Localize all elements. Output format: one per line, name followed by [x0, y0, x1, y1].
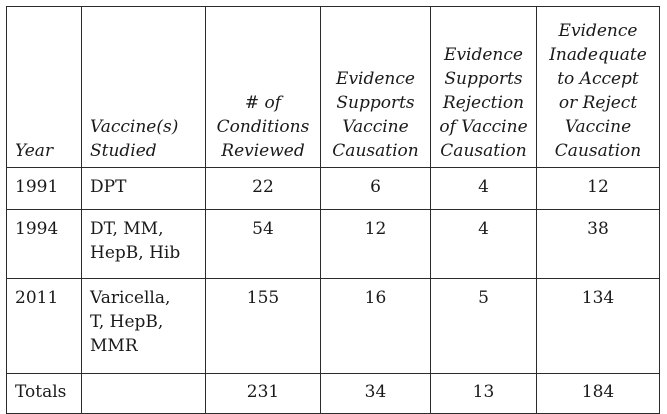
cell-inadequate: 134: [537, 279, 660, 374]
cell-vaccines-text: DPT: [90, 177, 127, 197]
cell-vaccines: [82, 210, 206, 279]
header-supports-causation: [321, 7, 431, 168]
table-row: [7, 168, 660, 210]
totals-conditions: 231: [206, 374, 321, 414]
header-conditions-reviewed: [206, 7, 321, 168]
header-vaccines-studied-text: Vaccine(s) Studied: [90, 117, 179, 161]
header-inadequate: [537, 7, 660, 168]
cell-supports-rejection: 4: [431, 210, 537, 279]
totals-vaccines-empty: [82, 374, 206, 414]
cell-year: 1991: [7, 168, 82, 210]
header-conditions-reviewed-text: # of Conditions Reviewed: [216, 93, 310, 161]
totals-supports-rejection: 13: [431, 374, 537, 414]
cell-vaccines-text: Varicella, T, HepB, MMR: [90, 288, 171, 356]
cell-supports-causation: 6: [321, 168, 431, 210]
totals-supports-causation: 34: [321, 374, 431, 414]
table-row: [7, 279, 660, 374]
cell-year: 2011: [7, 279, 82, 374]
totals-label: Totals: [7, 374, 82, 414]
cell-vaccines-text: DT, MM, HepB, Hib: [90, 219, 181, 263]
header-year: [7, 7, 82, 168]
header-row: [7, 7, 660, 168]
totals-inadequate: 184: [537, 374, 660, 414]
header-supports-rejection: [431, 7, 537, 168]
table-row: [7, 210, 660, 279]
header-year-text: Year: [15, 141, 54, 161]
cell-conditions: 54: [206, 210, 321, 279]
cell-supports-rejection: 4: [431, 168, 537, 210]
cell-conditions: 22: [206, 168, 321, 210]
header-inadequate-text: Evidence Inadequate to Accept or Reject Vaccine Causation: [549, 21, 647, 161]
header-vaccines-studied: [82, 7, 206, 168]
header-supports-causation-text: Evidence Supports Vaccine Causation: [332, 69, 419, 161]
cell-year: 1994: [7, 210, 82, 279]
cell-conditions: 155: [206, 279, 321, 374]
vaccine-evidence-table-container: [6, 6, 659, 402]
header-supports-rejection-text: Evidence Supports Rejection of Vaccine Causation: [439, 45, 528, 161]
cell-supports-causation: 12: [321, 210, 431, 279]
cell-vaccines: [82, 279, 206, 374]
cell-inadequate: 12: [537, 168, 660, 210]
cell-vaccines: [82, 168, 206, 210]
vaccine-evidence-table: [6, 6, 660, 414]
cell-supports-rejection: 5: [431, 279, 537, 374]
cell-supports-causation: 16: [321, 279, 431, 374]
totals-row: [7, 374, 660, 414]
cell-inadequate: 38: [537, 210, 660, 279]
